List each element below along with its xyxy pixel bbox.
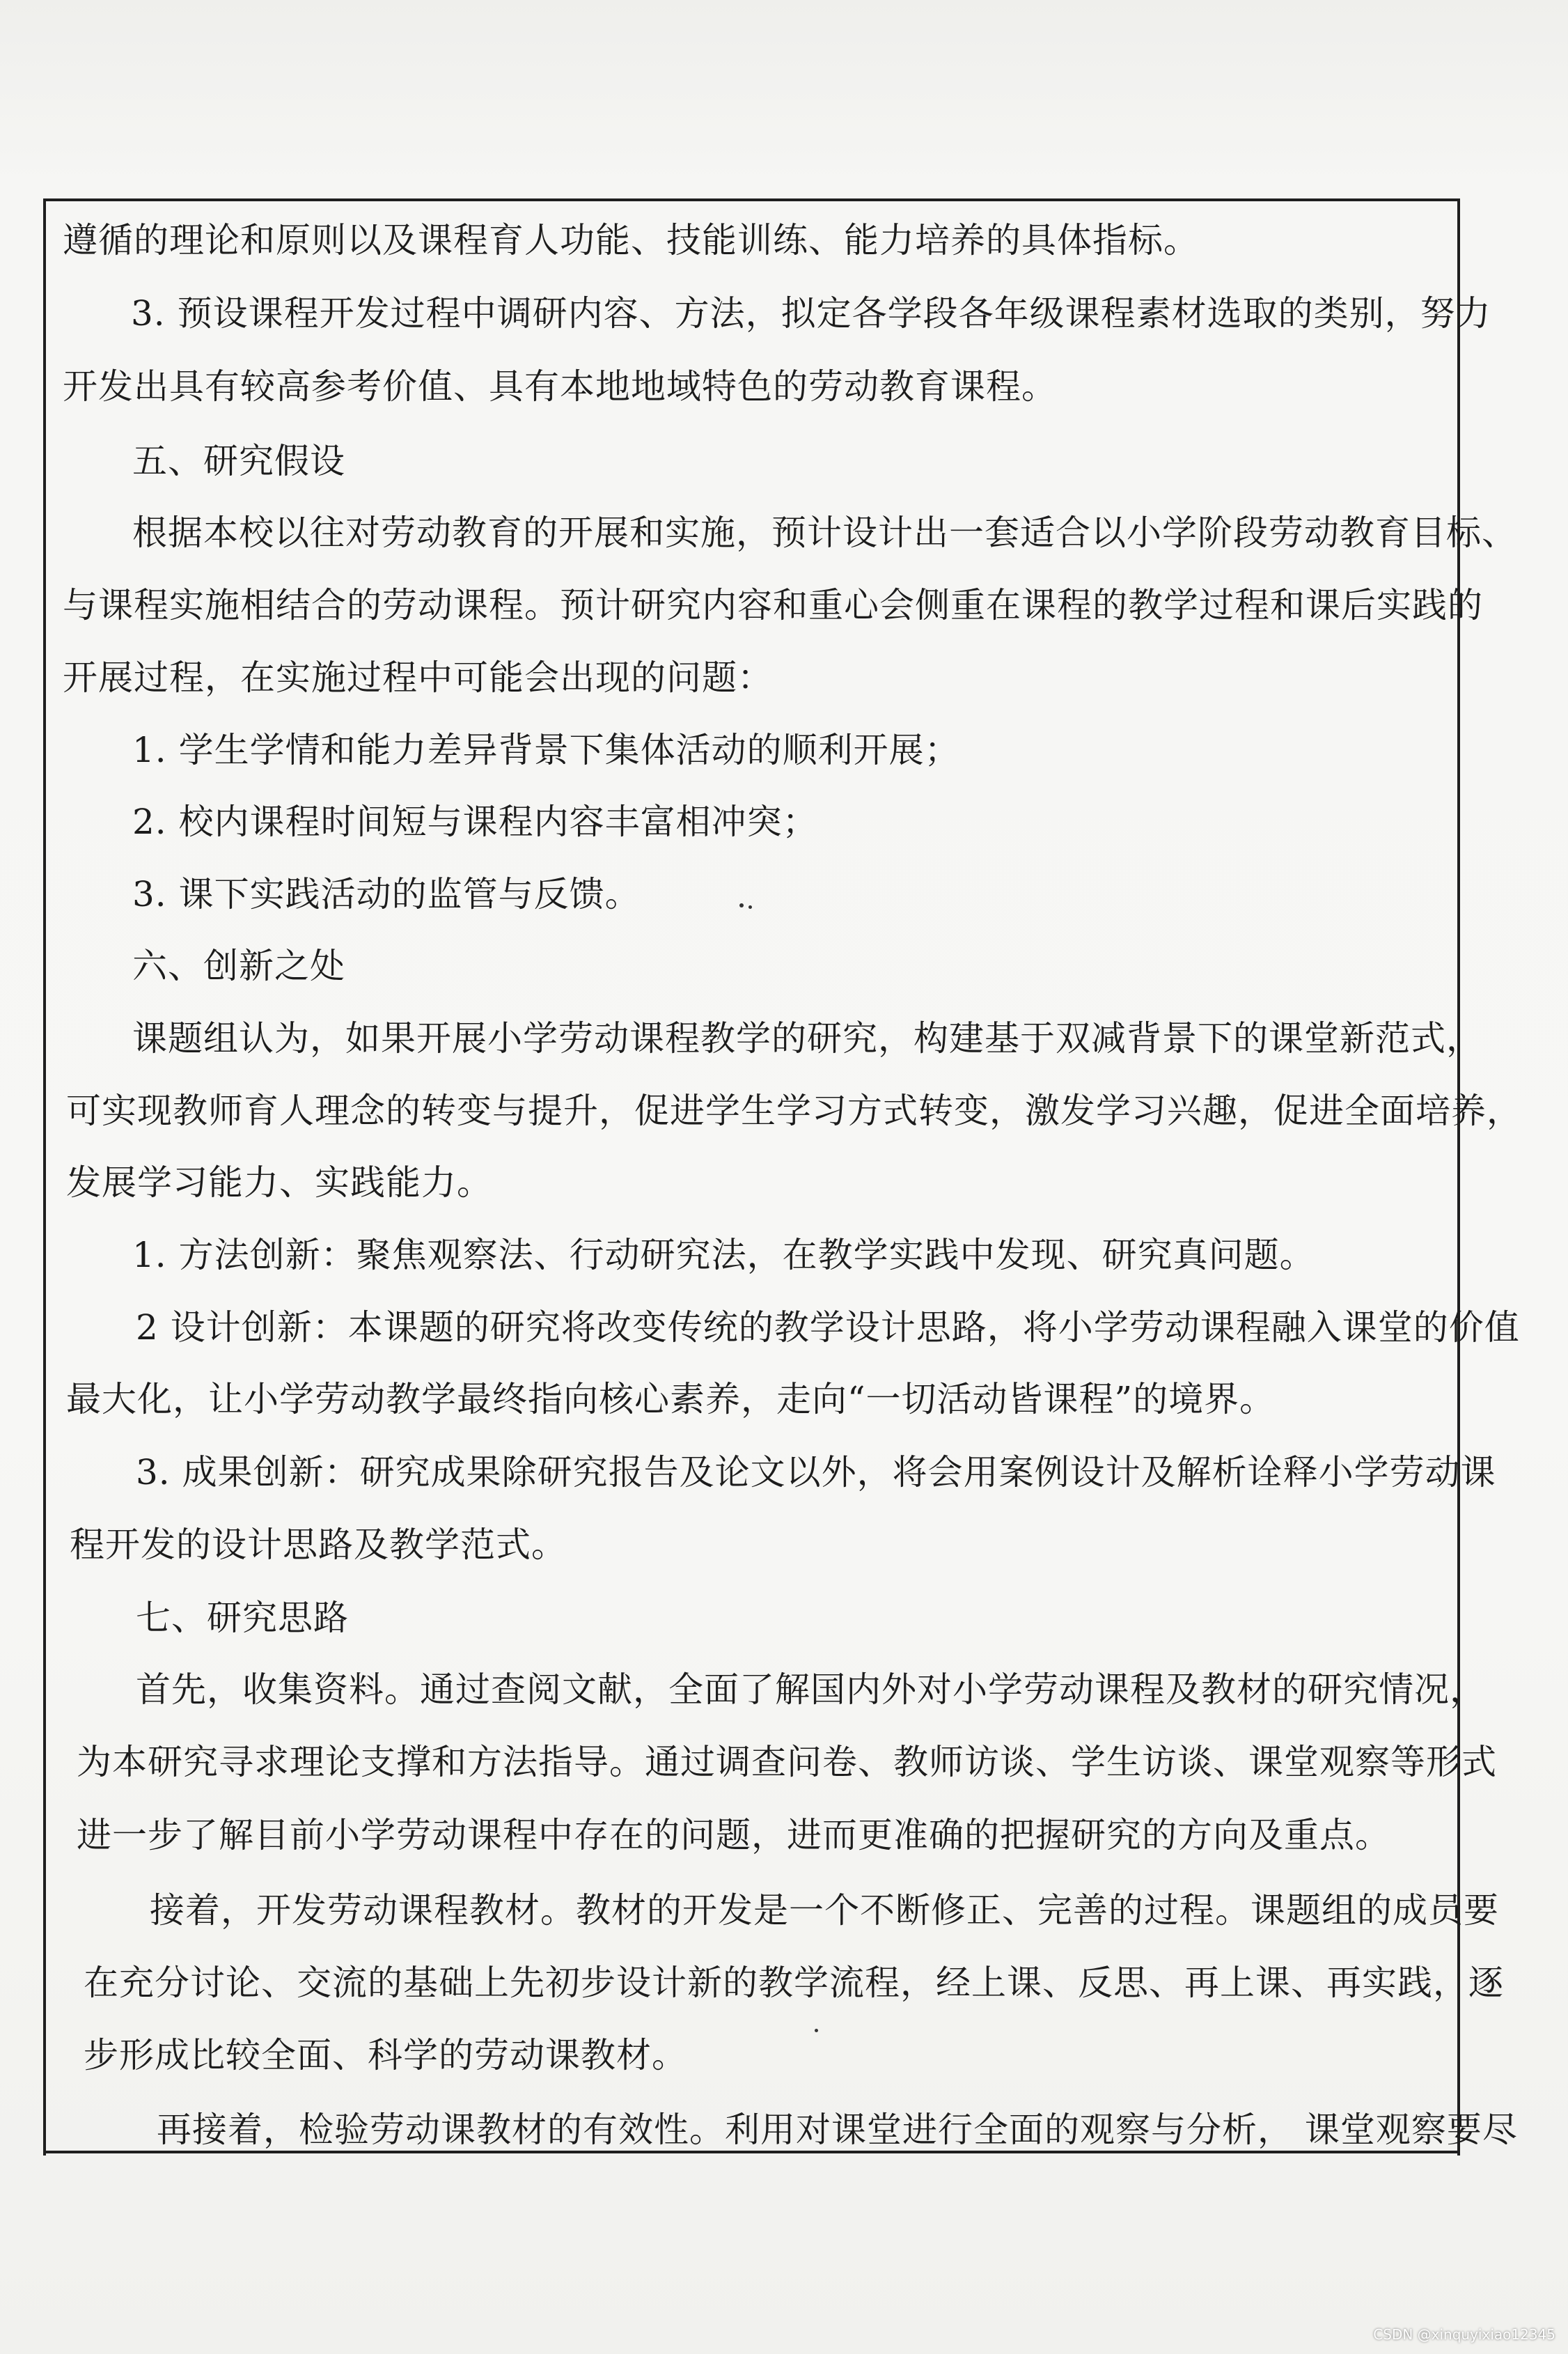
text-line: 进一步了解目前小学劳动课程中存在的问题，进而更准确的把握研究的方向及重点。 — [77, 1815, 1390, 1855]
text-line: 步形成比较全面、科学的劳动课教材。 — [84, 2035, 687, 2075]
text-line: 首先，收集资料。通过查阅文献，全面了解国内外对小学劳动课程及教材的研究情况， — [136, 1669, 1485, 1710]
watermark-text: CSDN @xinquyixiao12345 — [1373, 2326, 1555, 2343]
text-line: 遵循的理论和原则以及课程育人功能、技能训练、能力培养的具体指标。 — [63, 220, 1199, 260]
section-heading: 六、创新之处 — [132, 946, 345, 986]
text-line: 程开发的设计思路及教学范式。 — [70, 1525, 567, 1565]
text-line: 3. 预设课程开发过程中调研内容、方法，拟定各学段各年级课程素材选取的类别，努力 — [131, 293, 1491, 334]
text-line: 开展过程，在实施过程中可能会出现的问题： — [63, 657, 773, 698]
text-line: 最大化，让小学劳动教学最终指向核心素养，走向“一切活动皆课程”的境界。 — [66, 1379, 1276, 1419]
list-item: 3. 课下实践活动的监管与反馈。 — [132, 874, 641, 914]
text-line: 课题组认为，如果开展小学劳动课程教学的研究，构建基于双减背景下的课堂新范式， — [132, 1018, 1482, 1059]
text-line: 为本研究寻求理论支撑和方法指导。通过调查问卷、教师访谈、学生访谈、课堂观察等形式 — [77, 1742, 1497, 1782]
text-line: 再接着，检验劳动课教材的有效性。利用对课堂进行全面的观察与分析， 课堂观察要尽 — [157, 2110, 1518, 2150]
list-item: 1. 学生学情和能力差异背景下集体活动的顺利开展； — [132, 730, 960, 770]
text-line: 可实现教师育人理念的转变与提升，促进学生学习方式转变，激发学习兴趣，促进全面培养， — [66, 1091, 1522, 1131]
scan-speck — [815, 2029, 818, 2032]
text-line: 与课程实施相结合的劳动课程。预计研究内容和重心会侧重在课程的教学过程和课后实践的 — [63, 585, 1483, 625]
text-line: 发展学习能力、实践能力。 — [66, 1162, 492, 1203]
list-item: 2 设计创新：本课题的研究将改变传统的教学设计思路，将小学劳动课程融入课堂的价值 — [136, 1307, 1520, 1348]
scan-speck — [748, 905, 752, 909]
list-item: 1. 方法创新：聚焦观察法、行动研究法，在教学实践中发现、研究真问题。 — [132, 1235, 1315, 1275]
section-heading: 七、研究思路 — [136, 1598, 349, 1638]
table-border-bottom — [43, 2151, 1460, 2153]
list-item: 2. 校内课程时间短与课程内容丰富相冲突； — [132, 802, 818, 842]
list-item: 3. 成果创新：研究成果除研究报告及论文以外，将会用案例设计及解析诠释小学劳动课 — [136, 1452, 1496, 1492]
text-line: 根据本校以往对劳动教育的开展和实施，预计设计出一套适合以小学阶段劳动教育目标、 — [132, 513, 1517, 553]
text-line: 在充分讨论、交流的基础上先初步设计新的教学流程，经上课、反思、再上课、再实践，逐 — [84, 1963, 1504, 2003]
scan-speck — [739, 903, 744, 907]
text-line: 接着，开发劳动课程教材。教材的开发是一个不断修正、完善的过程。课题组的成员要 — [150, 1890, 1499, 1931]
section-heading: 五、研究假设 — [132, 441, 345, 481]
text-line: 开发出具有较高参考价值、具有本地地域特色的劳动教育课程。 — [63, 366, 1057, 407]
